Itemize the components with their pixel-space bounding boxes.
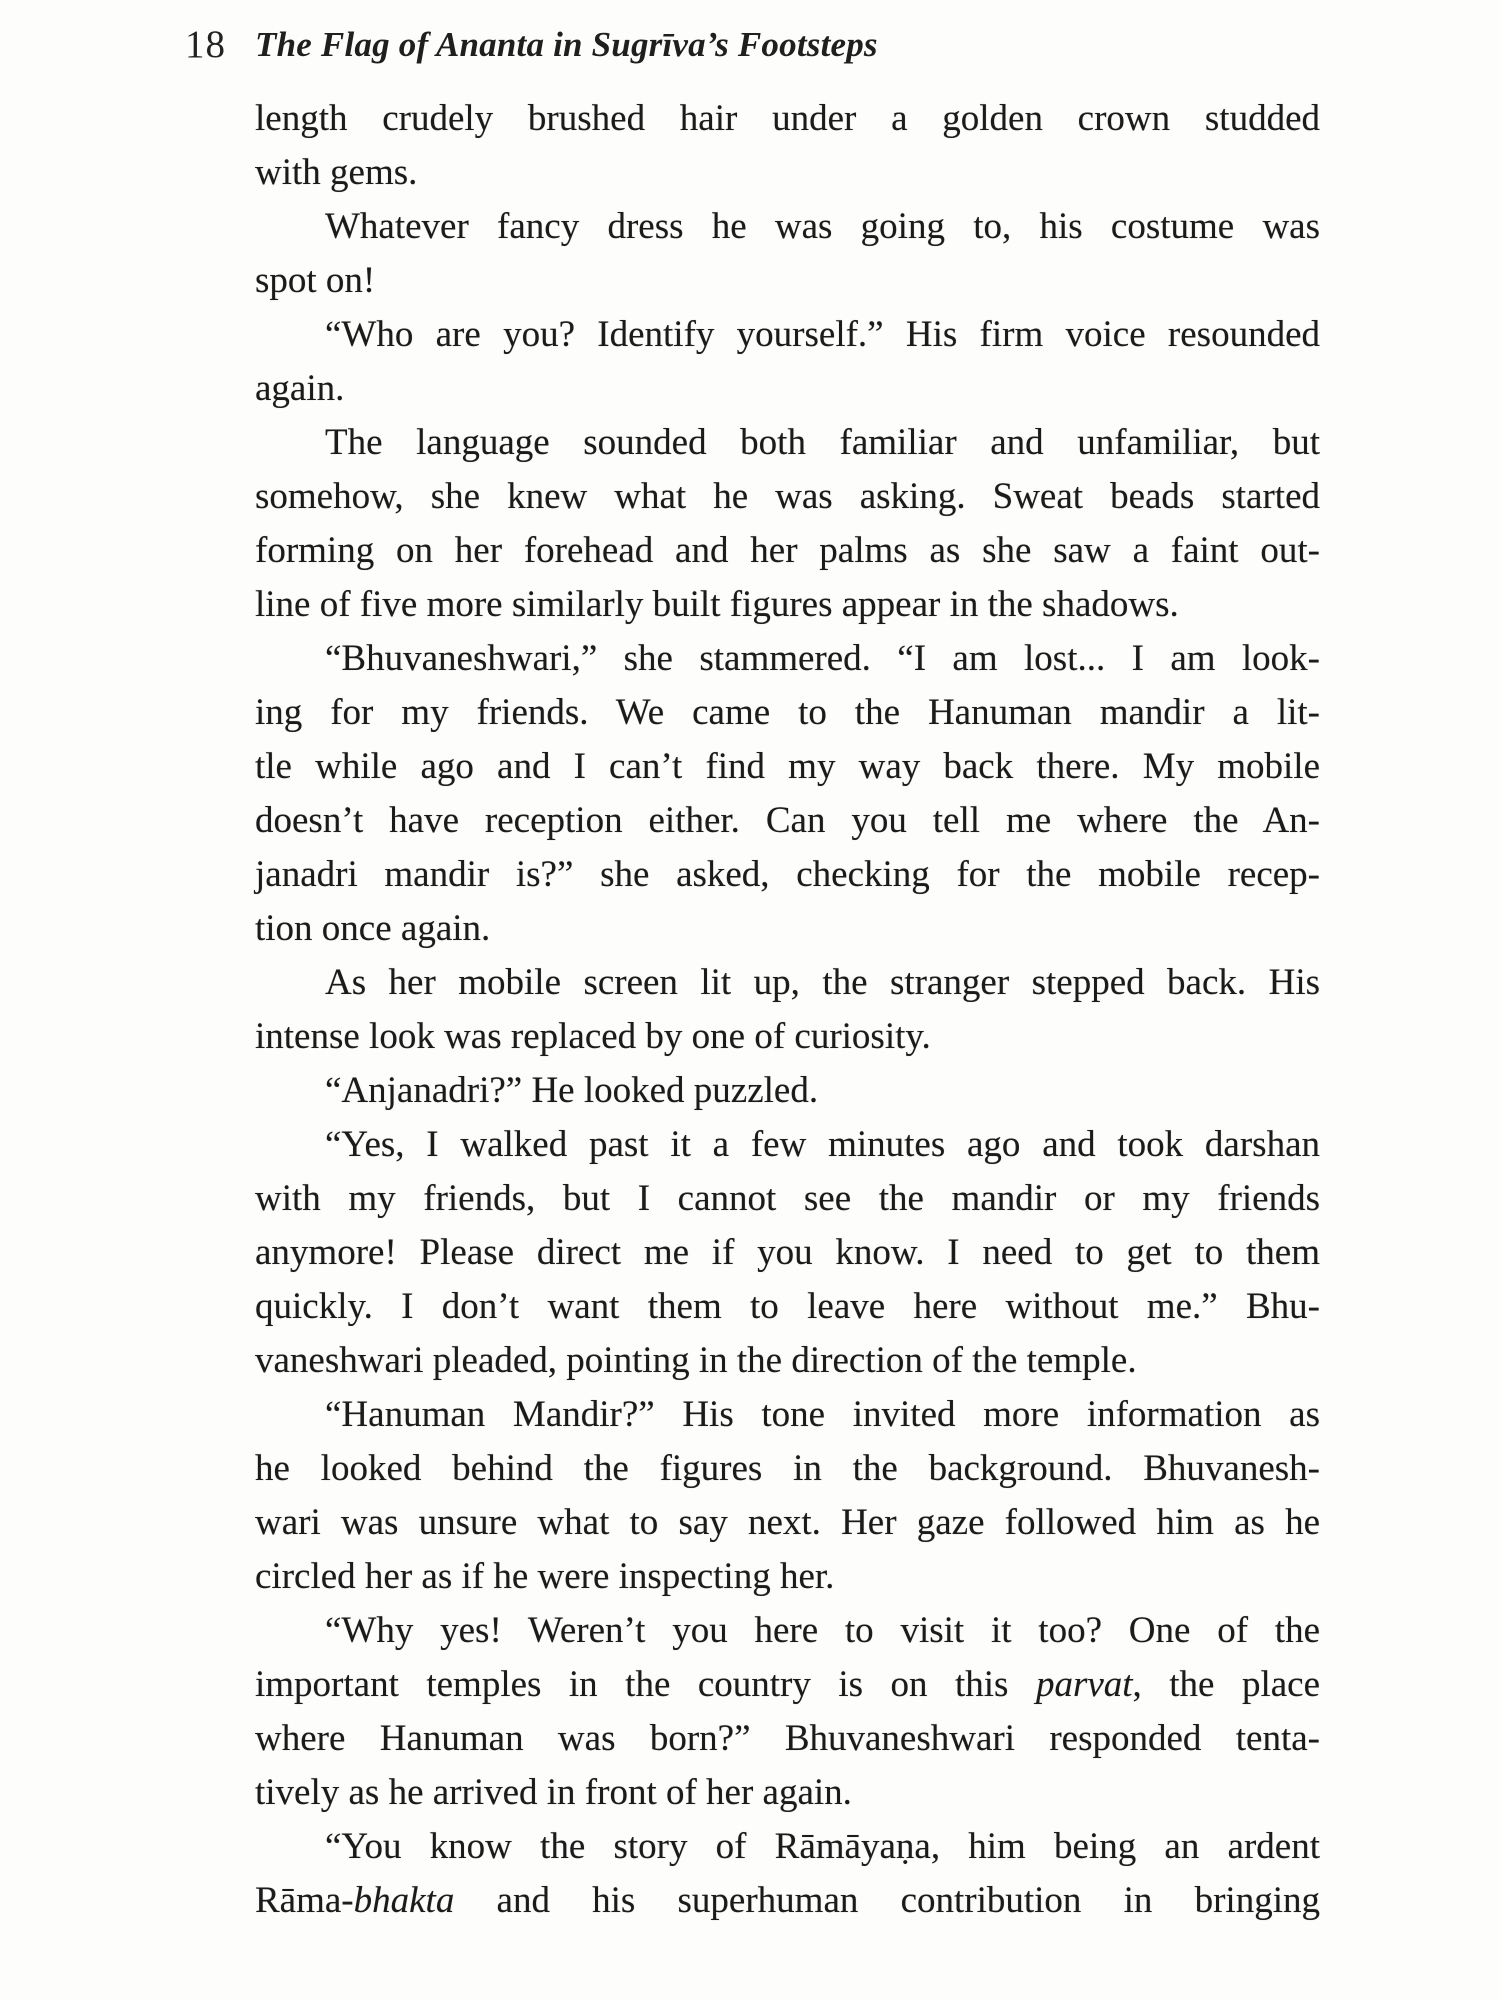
text-line: doesn’t have reception either. Can you tell me where the An- [255, 800, 1320, 841]
text-line: intense look was replaced by one of curiosity. [255, 1016, 931, 1057]
text-line: spot on! [255, 260, 376, 301]
text-line: “Why yes! Weren’t you here to visit it too? One of the [325, 1610, 1320, 1651]
text-line: line of five more similarly built figures appear in the shadows. [255, 584, 1179, 625]
text-line: anymore! Please direct me if you know. I need to get to them [255, 1232, 1320, 1273]
text-line: “Anjanadri?” He looked puzzled. [325, 1070, 819, 1111]
text-line: vaneshwari pleaded, pointing in the direction of the temple. [255, 1340, 1137, 1381]
text-line: tle while ago and I can’t find my way back there. My mobile [255, 746, 1320, 787]
text-line: he looked behind the figures in the background. Bhuvanesh- [255, 1448, 1320, 1489]
text-line: Whatever fancy dress he was going to, his costume was [325, 206, 1320, 247]
text-line: “Yes, I walked past it a few minutes ago and took darshan [325, 1124, 1320, 1165]
text-line: circled her as if he were inspecting her. [255, 1556, 835, 1597]
text-line: tion once again. [255, 908, 491, 949]
text-line: important temples in the country is on this parvat, the place [255, 1664, 1321, 1705]
text-line: “Hanuman Mandir?” His tone invited more information as [325, 1394, 1320, 1435]
text-line: with my friends, but I cannot see the mandir or my friends [255, 1178, 1320, 1219]
text-line: ing for my friends. We came to the Hanuman mandir a lit- [255, 692, 1320, 733]
text-line: As her mobile screen lit up, the stranger stepped back. His [325, 962, 1320, 1003]
text-line: where Hanuman was born?” Bhuvaneshwari responded tenta- [255, 1718, 1320, 1759]
text-line: length crudely brushed hair under a golden crown studded [255, 98, 1320, 139]
text-line: janadri mandir is?” she asked, checking for the mobile recep- [255, 854, 1320, 895]
page-number: 18 [185, 23, 226, 66]
text-line: forming on her forehead and her palms as she saw a faint out- [255, 530, 1320, 571]
text-line: Rāma-bhakta and his superhuman contribution in bringing [255, 1880, 1320, 1921]
text-line: “You know the story of Rāmāyaṇa, him being an ardent [325, 1826, 1320, 1867]
text-line: tively as he arrived in front of her again. [255, 1772, 852, 1813]
text-line: “Who are you? Identify yourself.” His firm voice resounded [325, 314, 1320, 355]
text-line: The language sounded both familiar and unfamiliar, but [325, 422, 1320, 463]
text-line: quickly. I don’t want them to leave here without me.” Bhu- [255, 1286, 1320, 1327]
text-line: somehow, she knew what he was asking. Sweat beads started [255, 476, 1320, 517]
text-line: wari was unsure what to say next. Her gaze followed him as he [255, 1502, 1320, 1543]
running-title: The Flag of Ananta in Sugrīva’s Footsteps [255, 25, 878, 64]
body-text [255, 92, 1320, 1928]
text-line: “Bhuvaneshwari,” she stammered. “I am lost... I am look- [325, 638, 1320, 679]
text-line: again. [255, 368, 345, 409]
text-line: with gems. [255, 152, 418, 193]
running-header [0, 20, 1500, 80]
